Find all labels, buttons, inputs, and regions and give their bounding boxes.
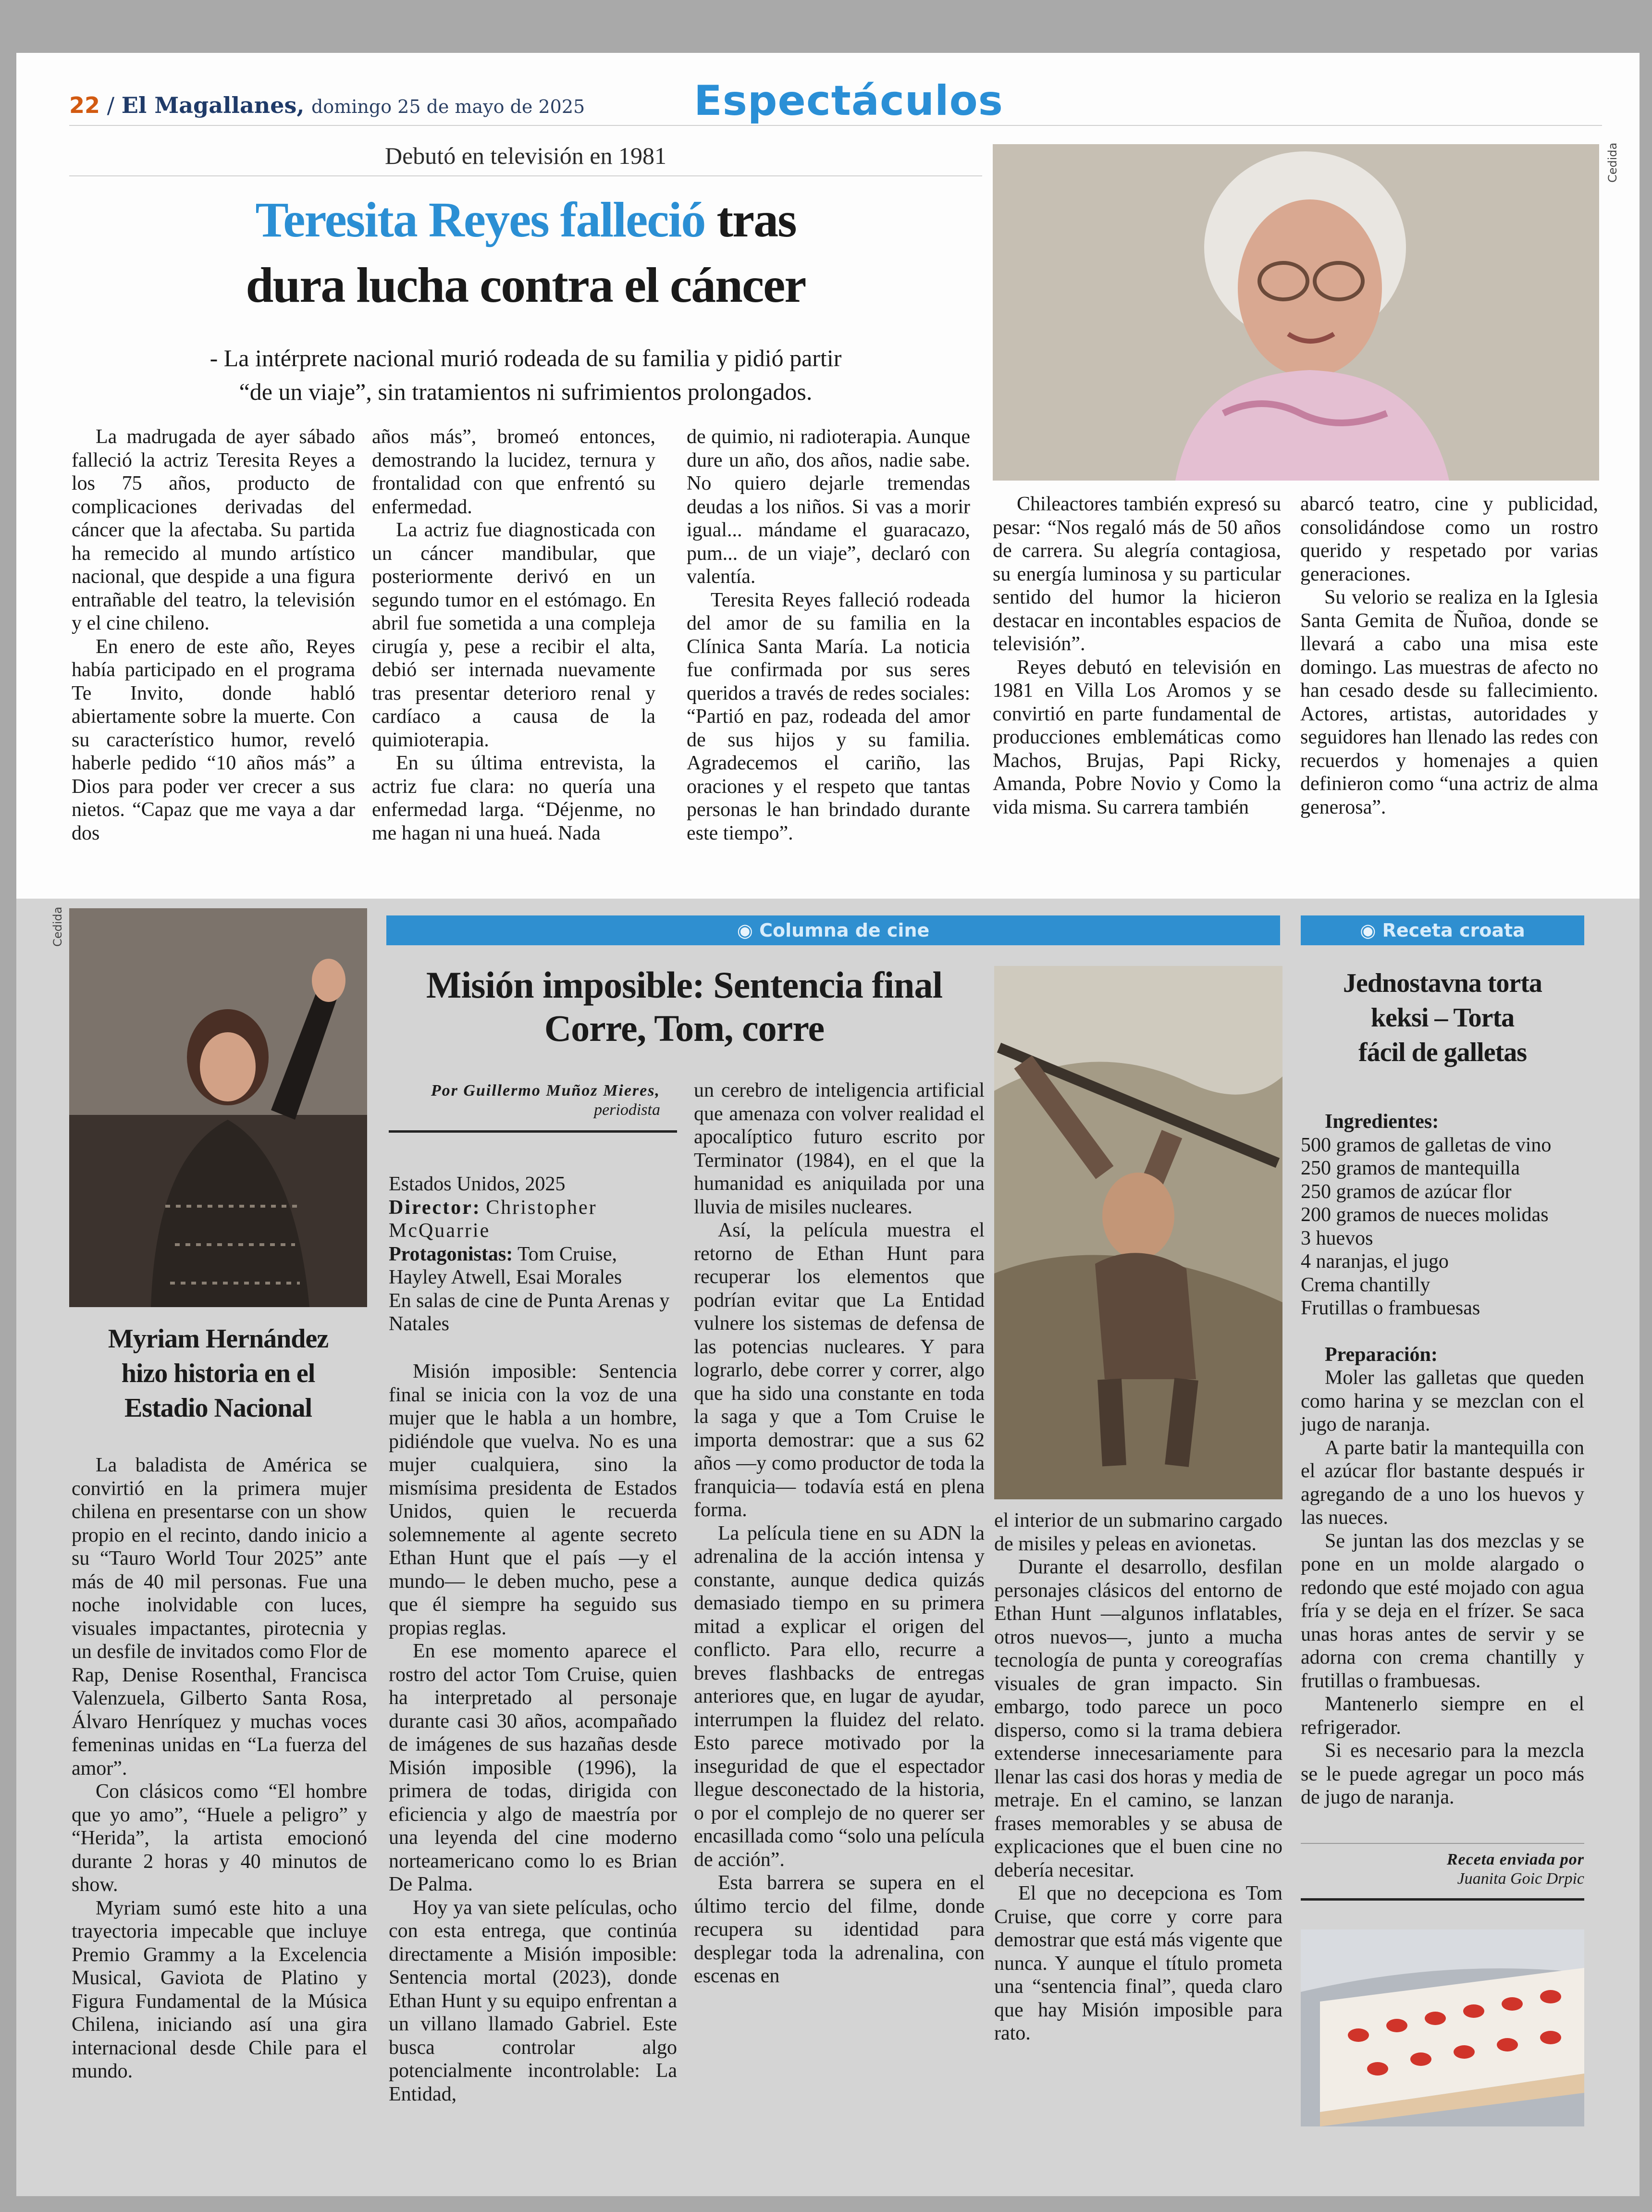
paragraph: años más”, bromeó entonces, demostrando la lucidez, ternura y frontalidad con que enfrentó su enfermedad. [372, 426, 655, 518]
cine-headline-line2: Corre, Tom, corre [544, 1007, 825, 1049]
cine-column-3 [994, 1509, 1282, 2045]
receta-headline-line2: keksi – Torta [1370, 1003, 1515, 1033]
cine-column-2 [694, 1079, 985, 1988]
cine-byline [386, 1081, 660, 1120]
header-rule [69, 125, 1602, 126]
newspaper-name: El Magallanes, [121, 92, 305, 118]
cast-label: Protagonistas: [389, 1243, 513, 1265]
dek-line2: “de un viaje”, sin tratamientos ni sufrimientos prolongados. [239, 378, 813, 405]
myriam-headline-line2: hizo historia en el [121, 1359, 315, 1388]
receta-headline-line3: fácil de galletas [1358, 1038, 1527, 1067]
paragraph: Hoy ya van siete películas, ocho con esta entrega, que continúa directamente a Misión imposible: Sentencia mortal (2023), donde Ethan Hunt y su equipo enfrentan a un villano llamado Gabriel. Este busca controlar algo potencialmente incontrolable: La Entidad, [389, 1896, 677, 2105]
cast-names: Tom Cruise, Hayley Atwell, Esai Morales [389, 1243, 622, 1288]
action-still-illustration [994, 966, 1282, 1499]
article-column-4 [993, 493, 1281, 819]
recipe-credit-name: Juanita Goic Drpic [1457, 1870, 1584, 1888]
recipe-rule [1301, 1843, 1584, 1844]
cine-headline-line1: Misión imposible: Sentencia final [426, 964, 943, 1006]
recipe-step: Si es necesario para la mezcla se le puede agregar un poco más de jugo de naranja. [1301, 1740, 1584, 1808]
ingredient-item: 3 huevos [1301, 1227, 1373, 1249]
receta-tag-bar [1301, 915, 1584, 945]
teresita-photo-credit: Cedida [1606, 142, 1619, 183]
cake-illustration [1301, 1929, 1584, 2126]
recipe-credit [1301, 1850, 1584, 1889]
paragraph: En enero de este año, Reyes había participado en el programa Te Invito, donde habló abiertamente sobre la muerte. Con su característico humor, reveló haberle pedido “10 años más” a Dios para poder ver crecer a sus nietos. “Capaz que me vaya a dar dos [72, 635, 355, 844]
ingredient-item: 500 gramos de galletas de vino [1301, 1134, 1552, 1156]
section-title: Espectáculos [694, 77, 1003, 125]
paragraph: La actriz fue diagnosticada con un cáncer mandibular, que posteriormente derivó en un segundo tumor en el estómago. En abril fue sometida a una compleja cirugía y, pese a recibir el alta, debió ser internada nuevamente tras presentar deterioro renal y cardíaco a causa de la quimioterapia. [372, 519, 655, 751]
paragraph: El que no decepciona es Tom Cruise, que corre y corre para demostrar que está más vigente que nunca. Y aunque el título prometa una “sentencia final”, queda claro que hay Misión imposible para rato. [994, 1882, 1282, 2044]
recipe-credit-rule [1301, 1898, 1584, 1901]
cine-headline [386, 964, 982, 1050]
dek-line1: - La intérprete nacional murió rodeada de su familia y pidió partir [210, 345, 842, 371]
article-column-3 [687, 425, 970, 845]
paragraph: Su velorio se realiza en la Iglesia Santa Gemita de Ñuñoa, donde se llevará a cabo una misa este domingo. Las muestras de afecto no han cesado desde su fallecimiento. Actores, artistas, autoridades y seguidores han llenado las redes con recuerdos y homenajes a quien definieron como “una actriz de alma generosa”. [1300, 586, 1598, 818]
paragraph: Así, la película muestra el retorno de Ethan Hunt para recuperar los elementos que podrían evitar que La Entidad vulnere los sistemas de defensa de las potencias nucleares. Y para lograrlo, debe correr y correr, algo que ha sido una constante en toda la saga y que a Tom Cruise le importa demostrar: que a sus 62 años —y como productor de toda la franquicia— todavía está en plena forma. [694, 1219, 985, 1521]
newspaper-page [16, 53, 1640, 2196]
director-name: Christopher McQuarrie [389, 1196, 597, 1242]
receta-headline-line1: Jednostavna torta [1343, 968, 1542, 998]
recipe-step: Mantenerlo siempre en el refrigerador. [1301, 1693, 1584, 1739]
paragraph: abarcó teatro, cine y publicidad, consolidándose como un rostro querido y respetado por varias generaciones. [1300, 493, 1598, 585]
paragraph: En su última entrevista, la actriz fue clara: no quería una enfermedad larga. “Déjenme, no me hagan ni una hueá. Nada [372, 752, 655, 844]
receta-headline [1301, 966, 1584, 1070]
page-number: 22 [69, 92, 100, 118]
paragraph: Reyes debutó en televisión en 1981 en Villa Los Aromos y se convirtió en parte fundamental de producciones emblemáticas como Machos, Brujas, Papi Ricky, Amanda, Pobre Novio y Como la vida misma. Su carrera también [993, 656, 1281, 818]
paragraph: Con clásicos como “El hombre que yo amo”, “Huele a peligro” y “Herida”, la artista emocionó durante 2 horas y 40 minutos de show. [72, 1780, 367, 1896]
article-column-1 [72, 425, 355, 845]
ingredient-item: 200 gramos de nueces molidas [1301, 1204, 1549, 1226]
ingredient-item: 250 gramos de mantequilla [1301, 1157, 1520, 1179]
recipe-body [1301, 1110, 1584, 1809]
recipe-step: Se juntan las dos mezclas y se pone en un molde alargado o redondo que esté mojado con agua fría y se deja en el frízer. Se saca unas horas antes de servir y se adorna con crema chantilly y frutillas o frambuesas. [1301, 1530, 1584, 1692]
fact-director [389, 1196, 677, 1243]
ingredient-item: Crema chantilly [1301, 1273, 1430, 1296]
bullet-icon: ◉ [1360, 920, 1382, 941]
article-column-5 [1300, 493, 1598, 819]
myriam-body [72, 1454, 367, 2083]
paragraph: Misión imposible: Sentencia final se inicia con la voz de una mujer que le habla a un hombre, pidiéndole que vuelva. No es una mujer cualquiera, sino la mismísima presidenta de Estados Unidos, quien le recuerda solemnemente al agente secreto Ethan Hunt que el país —y el mundo— le deben mucho, pese a que él siempre ha seguido sus propias reglas. [389, 1360, 677, 1639]
teresita-reyes-photo [993, 144, 1599, 481]
ingredient-item: 4 naranjas, el jugo [1301, 1250, 1449, 1273]
recipe-step: Moler las galletas que queden como harina y se mezclan con el jugo de naranja. [1301, 1367, 1584, 1435]
myriam-photo-credit: Cedida [51, 906, 64, 947]
cine-tag-label: Columna de cine [759, 920, 930, 941]
ingredient-item: 250 gramos de azúcar flor [1301, 1180, 1512, 1203]
myriam-headline-line3: Estadio Nacional [124, 1393, 312, 1423]
headline-line2: dura lucha contra el cáncer [246, 258, 806, 313]
ingredient-item: Frutillas o frambuesas [1301, 1297, 1480, 1319]
article-kicker: Debutó en televisión en 1981 [385, 142, 666, 169]
issue-date: domingo 25 de mayo de 2025 [311, 96, 585, 117]
recipe-step: A parte batir la mantequilla con el azúcar flor bastante después ir agregando de a uno los huevos y las nueces. [1301, 1436, 1584, 1529]
headline-accent: Teresita Reyes falleció [255, 192, 705, 247]
ingredients-label: Ingredientes: [1325, 1111, 1439, 1133]
paragraph: Teresita Reyes falleció rodeada del amor de su familia en la Clínica Santa María. La noticia fue confirmada por sus seres queridos a través de redes sociales: “Partió en paz, rodeada del amor de sus hijos y su familia. Agradecemos el cariño, las oraciones y el respeto que tantas personas le han brindado durante este tiempo”. [687, 589, 970, 844]
paragraph: Durante el desarrollo, desfilan personajes clásicos del entorno de Ethan Hunt —algunos inflatables, otros nuevos—, junto a mucha tecnología de punta y coreografías visuales de gran impacto. Sin embargo, todo parece un poco disperso, como si la trama debiera extenderse innecesariamente para llenar las casi dos horas y media de metraje. En el camino, se lanzan frases memorables y se abusa de explicaciones que el buen cine no debería necesitar. [994, 1556, 1282, 1881]
byline-rule [389, 1130, 677, 1133]
paragraph: un cerebro de inteligencia artificial que amenaza con volver realidad el apocalíptico futuro escrito por Terminator (1984), en el que la humanidad es aniquilada por una lluvia de misiles nucleares. [694, 1079, 985, 1218]
kicker-rule [69, 175, 982, 176]
cake-photo [1301, 1929, 1584, 2126]
paragraph: La madrugada de ayer sábado falleció la actriz Teresita Reyes a los 75 años, producto de complicaciones derivadas del cáncer que la afectaba. Su partida ha remecido al mundo artístico nacional, que despide a una figura entrañable del teatro, la televisión y el cine chileno. [72, 426, 355, 634]
paragraph: Esta barrera se supera en el último tercio del filme, donde recupera su identidad para desplegar toda la adrenalina, con escenas en [694, 1872, 985, 1987]
myriam-headline-line1: Myriam Hernández [108, 1324, 329, 1354]
paragraph: Myriam sumó este hito a una trayectoria impecable que incluye Premio Grammy a la Excelencia Musical, Gaviota de Platino y Figura Fundamental de la Música Chilena, iniciando así una gira internacional desde Chile para el mundo. [72, 1897, 367, 2082]
cine-tag-bar [386, 915, 1280, 945]
bullet-icon: ◉ [737, 920, 760, 941]
page-folio [69, 92, 585, 118]
byline-author: Por Guillermo Muñoz Mieres, [431, 1082, 660, 1100]
myriam-headline [69, 1322, 367, 1425]
preparation-label: Preparación: [1325, 1343, 1438, 1366]
paragraph: En ese momento aparece el rostro del actor Tom Cruise, quien ha interpretado al personaje durante casi 30 años, acompañado de imágenes de sus hazañas desde Misión imposible (1996), la primera de todas, dirigida con eficiencia y algo de maestría por una leyenda del cine moderno norteamericano como lo es Brian De Palma. [389, 1640, 677, 1895]
receta-tag-label: Receta croata [1382, 920, 1525, 941]
byline-role: periodista [594, 1101, 660, 1119]
article-dek [112, 341, 939, 408]
article-headline [69, 187, 982, 318]
cine-facts [389, 1173, 677, 1336]
headline-rest: tras [716, 192, 796, 247]
fact-cast [389, 1243, 677, 1289]
fact-venue: En salas de cine de Punta Arenas y Natales [389, 1289, 670, 1335]
cine-column-1 [389, 1360, 677, 2106]
recipe-credit-lead: Receta enviada por [1446, 1851, 1584, 1868]
singer-illustration [69, 908, 367, 1307]
portrait-illustration [993, 144, 1599, 481]
paragraph: de quimio, ni radioterapia. Aunque dure un año, dos años, nadie sabe. No quiero dejarle tremendas deudas a los niños. Si vas a morir igual... mándame el guaracazo, pum... de un viaje”, declaró con valentía. [687, 426, 970, 588]
paragraph: La baladista de América se convirtió en la primera mujer chilena en presentarse con un show propio en el recinto, dando inicio a su “Tauro World Tour 2025” ante más de 40 mil personas. Fue una noche inolvidable con luces, visuales impactantes, pirotecnia y un desfile de invitados como Flor de Rap, Denise Rosenthal, Francisca Valenzuela, Gilberto Santa Rosa, Álvaro Henríquez y muchas voces femeninas unidas en “La fuerza del amor”. [72, 1454, 367, 1779]
ingredients-list [1301, 1134, 1584, 1320]
article-column-2 [372, 425, 655, 845]
paragraph: Chileactores también expresó su pesar: “Nos regaló más de 50 años de carrera. Su alegría contagiosa, su energía luminosa y su particular sentido del humor la hicieron destacar en incontables espacios de televisión”. [993, 493, 1281, 655]
paragraph: La película tiene en su ADN la adrenalina de la acción intensa y constante, aunque dedica quizás demasiado tiempo en su primera mitad a explicar el origen del conflicto. Para ello, recurre a breves flashbacks de entregas anteriores que, en lugar de ayudar, interrumpen la fluidez del relato. Esto parece motivado por la inseguridad de que el espectador llegue desconectado de la historia, o por el complejo de no querer ser encasillada como “solo una película de acción”. [694, 1522, 985, 1871]
paragraph: el interior de un submarino cargado de misiles y peleas en avionetas. [994, 1509, 1282, 1555]
myriam-hernandez-photo [69, 908, 367, 1307]
tom-cruise-photo [994, 966, 1282, 1499]
director-label: Director: [389, 1196, 481, 1219]
fact-origin: Estados Unidos, 2025 [389, 1173, 566, 1195]
folio-separator: / [107, 92, 115, 118]
